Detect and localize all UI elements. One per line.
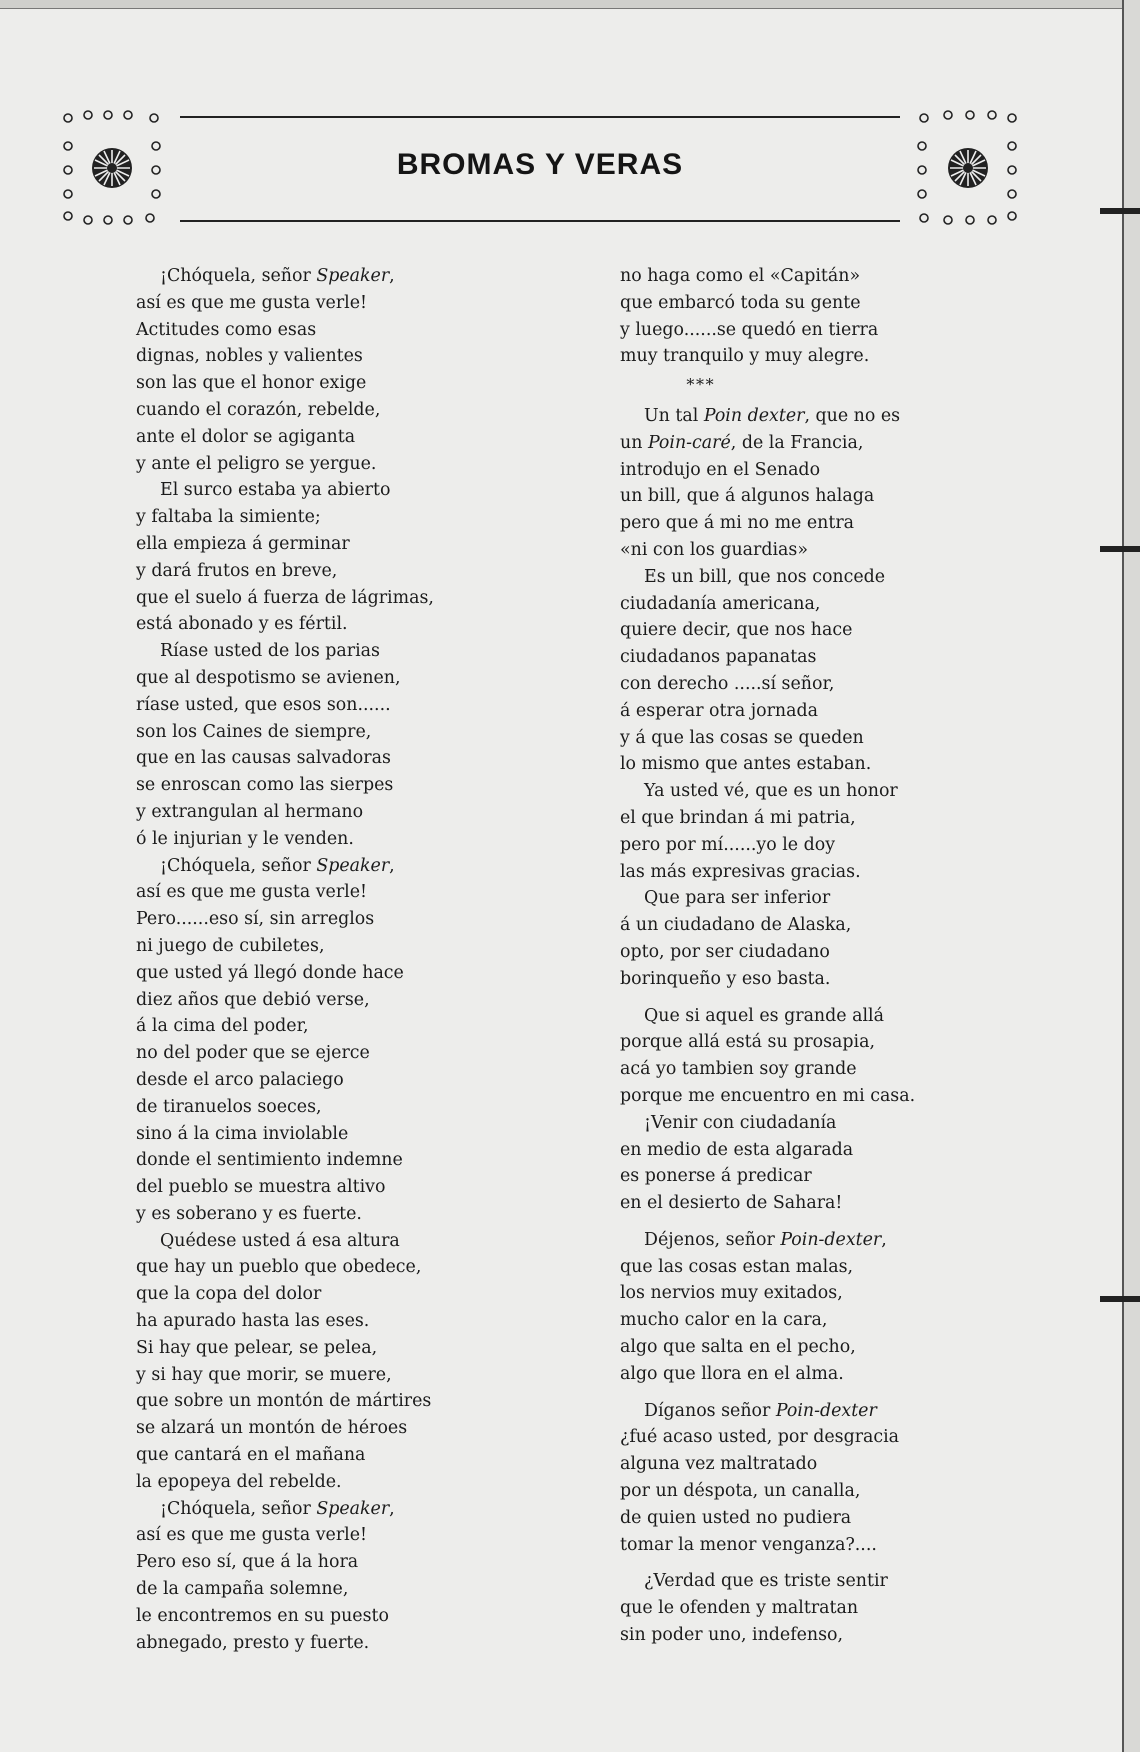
verse-line bbox=[136, 1496, 496, 1523]
verse-text: ¡Chóquela, señor bbox=[160, 266, 317, 286]
verse-line bbox=[136, 879, 496, 906]
verse-line bbox=[620, 430, 1000, 457]
header-rule-bottom bbox=[180, 220, 900, 222]
verse-text: Es un bill, que nos concede bbox=[644, 566, 886, 587]
verse-line bbox=[620, 1307, 1000, 1334]
verse-text: pero por mí......yo le doy bbox=[620, 834, 836, 855]
verse-line bbox=[620, 1478, 1000, 1505]
verse-line bbox=[620, 1190, 1000, 1217]
verse-text-tail: , de la Francia, bbox=[730, 432, 864, 453]
verse-italic-name: Speaker bbox=[316, 266, 390, 286]
verse-line bbox=[136, 906, 496, 933]
verse-line bbox=[620, 564, 1000, 591]
verse-line bbox=[620, 1056, 1000, 1083]
verse-line bbox=[620, 1003, 1000, 1030]
verse-text: en el desierto de Sahara! bbox=[620, 1193, 843, 1214]
verse-text: lo mismo que antes estaban. bbox=[620, 754, 872, 775]
verse-line bbox=[620, 403, 1000, 430]
verse-line bbox=[136, 1442, 496, 1469]
verse-text: Déjenos, señor bbox=[644, 1229, 781, 1250]
verse-italic-name: Poin-caré bbox=[647, 432, 731, 453]
verse-line bbox=[136, 1067, 496, 1094]
verse-text: las más expresivas gracias. bbox=[620, 861, 861, 882]
verse-text: quiere decir, que nos hace bbox=[620, 620, 853, 641]
verse-text: ó le injurian y le venden. bbox=[136, 828, 354, 849]
verse-text: porque me encuentro en mi casa. bbox=[620, 1085, 916, 1106]
verse-line bbox=[136, 1121, 496, 1148]
verse-line bbox=[620, 617, 1000, 644]
verse-line bbox=[136, 1201, 496, 1228]
verse-line bbox=[620, 1424, 1000, 1451]
verse-line bbox=[136, 1174, 496, 1201]
verse-italic-name: Poin dexter bbox=[703, 405, 805, 426]
verse-line bbox=[620, 317, 1000, 344]
verse-text: ciudadanía americana, bbox=[620, 593, 821, 614]
verse-text: la epopeya del rebelde. bbox=[136, 1471, 342, 1492]
verse-line bbox=[620, 966, 1000, 993]
verse-text: y faltaba la simiente; bbox=[136, 507, 321, 528]
verse-text: á la cima del poder, bbox=[136, 1016, 309, 1037]
verse-line bbox=[620, 912, 1000, 939]
verse-line bbox=[620, 1595, 1000, 1622]
verse-line bbox=[620, 644, 1000, 671]
verse-line bbox=[136, 1415, 496, 1442]
verse-line bbox=[620, 1505, 1000, 1532]
verse-text: pero que á mi no me entra bbox=[620, 513, 855, 534]
verse-text: á un ciudadano de Alaska, bbox=[620, 915, 852, 936]
verse-text: que la copa del dolor bbox=[136, 1284, 322, 1305]
verse-text: ciudadanos papanatas bbox=[620, 647, 817, 668]
verse-line bbox=[620, 805, 1000, 832]
verse-line bbox=[136, 1576, 496, 1603]
verse-text: y ante el peligro se yergue. bbox=[136, 453, 377, 474]
verse-text: por un déspota, un canalla, bbox=[620, 1481, 861, 1502]
verse-text: dignas, nobles y valientes bbox=[136, 346, 363, 367]
verse-line bbox=[620, 939, 1000, 966]
verse-line bbox=[136, 772, 496, 799]
verse-line bbox=[620, 832, 1000, 859]
verse-line bbox=[620, 290, 1000, 317]
verse-text: que usted yá llegó donde hace bbox=[136, 962, 404, 983]
verse-line bbox=[136, 397, 496, 424]
verse-line bbox=[136, 692, 496, 719]
verse-text: que embarcó toda su gente bbox=[620, 292, 861, 313]
verse-line bbox=[136, 1630, 496, 1657]
verse-text: Que para ser inferior bbox=[644, 888, 831, 909]
verse-line bbox=[136, 1469, 496, 1496]
verse-line bbox=[620, 859, 1000, 886]
verse-text: Díganos señor bbox=[644, 1400, 776, 1421]
verse-text: algo que llora en el alma. bbox=[620, 1363, 844, 1384]
verse-text: y á que las cosas se queden bbox=[620, 727, 864, 748]
verse-text: el que brindan á mi patria, bbox=[620, 807, 856, 828]
verse-line bbox=[136, 638, 496, 665]
verse-text: un bbox=[620, 432, 648, 453]
verse-text: ¿Verdad que es triste sentir bbox=[644, 1571, 888, 1592]
verse-text-tail: , bbox=[881, 1229, 887, 1250]
verse-text: abnegado, presto y fuerte. bbox=[136, 1632, 370, 1653]
verse-text: que el suelo á fuerza de lágrimas, bbox=[136, 587, 434, 608]
verse-line bbox=[620, 1029, 1000, 1056]
verse-text: no haga como el «Capitán» bbox=[620, 266, 861, 286]
verse-line bbox=[136, 933, 496, 960]
poem-column-left bbox=[136, 263, 496, 1656]
verse-line bbox=[136, 504, 496, 531]
verse-line bbox=[136, 853, 496, 880]
verse-line bbox=[620, 1361, 1000, 1388]
verse-text: Si hay que pelear, se pelea, bbox=[136, 1337, 378, 1358]
verse-text: que sobre un montón de mártires bbox=[136, 1391, 432, 1412]
verse-line bbox=[136, 1147, 496, 1174]
verse-line bbox=[620, 483, 1000, 510]
verse-text: ¡Chóquela, señor bbox=[160, 855, 317, 876]
verse-line bbox=[620, 1568, 1000, 1595]
poem-column-right bbox=[620, 263, 1000, 1649]
verse-text: Pero eso sí, que á la hora bbox=[136, 1552, 359, 1573]
verse-text: donde el sentimiento indemne bbox=[136, 1150, 403, 1171]
verse-text-tail: , bbox=[389, 855, 395, 876]
verse-text: sino á la cima inviolable bbox=[136, 1123, 349, 1144]
verse-text: son los Caines de siempre, bbox=[136, 721, 372, 742]
verse-line bbox=[136, 1040, 496, 1067]
verse-line bbox=[136, 343, 496, 370]
verse-text: ni juego de cubiletes, bbox=[136, 935, 325, 956]
verse-text: acá yo tambien soy grande bbox=[620, 1059, 857, 1080]
verse-line bbox=[136, 799, 496, 826]
verse-text: y es soberano y es fuerte. bbox=[136, 1203, 362, 1224]
verse-line bbox=[620, 263, 1000, 290]
verse-text: El surco estaba ya abierto bbox=[160, 480, 391, 501]
verse-text: así es que me gusta verle! bbox=[136, 1525, 368, 1546]
verse-text-tail: , bbox=[389, 266, 395, 286]
verse-line bbox=[620, 751, 1000, 778]
verse-text: y dará frutos en breve, bbox=[136, 560, 338, 581]
verse-text: cuando el corazón, rebelde, bbox=[136, 399, 381, 420]
verse-line bbox=[620, 1083, 1000, 1110]
verse-line bbox=[620, 1532, 1000, 1559]
verse-line bbox=[136, 317, 496, 344]
verse-line bbox=[620, 591, 1000, 618]
verse-line bbox=[136, 960, 496, 987]
verse-text: Un tal bbox=[644, 405, 704, 426]
header-rule-top bbox=[180, 116, 900, 118]
verse-text: ¡Chóquela, señor bbox=[160, 1498, 317, 1519]
verse-line bbox=[136, 1228, 496, 1255]
verse-line bbox=[620, 1334, 1000, 1361]
verse-text: con derecho .....sí señor, bbox=[620, 673, 835, 694]
section-header bbox=[60, 108, 1020, 238]
verse-text: se alzará un montón de héroes bbox=[136, 1418, 408, 1439]
verse-text: ante el dolor se agiganta bbox=[136, 426, 356, 447]
verse-line bbox=[620, 1622, 1000, 1649]
verse-line bbox=[136, 719, 496, 746]
top-edge bbox=[0, 0, 1140, 9]
verse-line bbox=[136, 1549, 496, 1576]
verse-italic-name: Poin-dexter bbox=[775, 1400, 877, 1421]
verse-line bbox=[136, 1362, 496, 1389]
page-title: BROMAS Y VERAS bbox=[396, 148, 684, 181]
verse-line bbox=[620, 1398, 1000, 1425]
verse-line bbox=[620, 1254, 1000, 1281]
verse-text: ha apurado hasta las eses. bbox=[136, 1311, 370, 1332]
verse-line bbox=[136, 745, 496, 772]
verse-line bbox=[620, 1110, 1000, 1137]
verse-text: se enroscan como las sierpes bbox=[136, 775, 394, 796]
verse-line bbox=[620, 725, 1000, 752]
verse-text: porque allá está su prosapia, bbox=[620, 1032, 876, 1053]
verse-text-tail: , bbox=[389, 1498, 395, 1519]
verse-text: «ni con los guardias» bbox=[620, 539, 808, 560]
verse-text: que le ofenden y maltratan bbox=[620, 1598, 859, 1619]
verse-line bbox=[136, 826, 496, 853]
verse-line bbox=[136, 1281, 496, 1308]
verse-line bbox=[136, 558, 496, 585]
verse-line bbox=[136, 1254, 496, 1281]
section-separator-asterism: * * * bbox=[686, 375, 714, 395]
verse-line bbox=[620, 671, 1000, 698]
verse-italic-name: Poin-dexter bbox=[780, 1229, 882, 1250]
verse-text: Actitudes como esas bbox=[136, 319, 317, 340]
verse-line bbox=[136, 585, 496, 612]
verse-italic-name: Speaker bbox=[316, 855, 390, 876]
verse-text: ¡Venir con ciudadanía bbox=[644, 1112, 837, 1133]
verse-text: que cantará en el mañana bbox=[136, 1445, 366, 1466]
verse-text: introdujo en el Senado bbox=[620, 459, 821, 480]
binding-mark bbox=[1100, 208, 1140, 214]
verse-line bbox=[620, 1280, 1000, 1307]
verse-line bbox=[136, 477, 496, 504]
verse-text: así es que me gusta verle! bbox=[136, 882, 368, 903]
verse-line bbox=[620, 1163, 1000, 1190]
verse-text: á esperar otra jornada bbox=[620, 700, 818, 721]
binding-mark bbox=[1100, 1296, 1140, 1302]
verse-text: opto, por ser ciudadano bbox=[620, 941, 830, 962]
verse-text: borinqueño y eso basta. bbox=[620, 968, 831, 989]
verse-text: no del poder que se ejerce bbox=[136, 1043, 370, 1064]
verse-text: y luego......se quedó en tierra bbox=[620, 319, 879, 340]
verse-line bbox=[136, 370, 496, 397]
verse-line bbox=[620, 457, 1000, 484]
verse-text: sin poder uno, indefenso, bbox=[620, 1625, 844, 1646]
verse-text: que hay un pueblo que obedece, bbox=[136, 1257, 422, 1278]
verse-text-tail: , que no es bbox=[804, 405, 901, 426]
verse-line bbox=[136, 665, 496, 692]
verse-line bbox=[136, 611, 496, 638]
verse-line bbox=[136, 1013, 496, 1040]
verse-text: ¿fué acaso usted, por desgracia bbox=[620, 1427, 900, 1448]
verse-line bbox=[136, 1388, 496, 1415]
verse-line bbox=[136, 424, 496, 451]
verse-text: ella empieza á germinar bbox=[136, 533, 350, 554]
verse-text: tomar la menor venganza?.... bbox=[620, 1534, 877, 1555]
verse-line bbox=[136, 1522, 496, 1549]
verse-line bbox=[136, 987, 496, 1014]
verse-line bbox=[136, 1603, 496, 1630]
verse-line bbox=[620, 537, 1000, 564]
verse-line bbox=[136, 531, 496, 558]
verse-text: que en las causas salvadoras bbox=[136, 748, 391, 769]
verse-text: muy tranquilo y muy alegre. bbox=[620, 346, 870, 367]
verse-text: algo que salta en el pecho, bbox=[620, 1337, 856, 1358]
verse-text: Pero......eso sí, sin arreglos bbox=[136, 909, 375, 930]
verse-text: que las cosas estan malas, bbox=[620, 1256, 854, 1277]
verse-text: del pueblo se muestra altivo bbox=[136, 1177, 386, 1198]
verse-line bbox=[136, 1094, 496, 1121]
verse-text: Quédese usted á esa altura bbox=[160, 1230, 400, 1251]
verse-line bbox=[620, 1137, 1000, 1164]
verse-text: le encontremos en su puesto bbox=[136, 1605, 389, 1626]
verse-text: un bill, que á algunos halaga bbox=[620, 486, 875, 507]
verse-text: de la campaña solemne, bbox=[136, 1579, 349, 1600]
verse-text: es ponerse á predicar bbox=[620, 1166, 812, 1187]
verse-text: diez años que debió verse, bbox=[136, 989, 370, 1010]
verse-text: los nervios muy exitados, bbox=[620, 1283, 843, 1304]
verse-line bbox=[136, 1335, 496, 1362]
verse-text: y extrangulan al hermano bbox=[136, 801, 364, 822]
verse-text: está abonado y es fértil. bbox=[136, 614, 348, 635]
verse-text: mucho calor en la cara, bbox=[620, 1310, 828, 1331]
verse-line bbox=[620, 698, 1000, 725]
verse-line bbox=[620, 778, 1000, 805]
verse-text: y si hay que morir, se muere, bbox=[136, 1364, 392, 1385]
verse-line bbox=[136, 263, 496, 290]
verse-text: ríase usted, que esos son...... bbox=[136, 694, 391, 715]
binding-mark bbox=[1100, 546, 1140, 552]
verse-text: que al despotismo se avienen, bbox=[136, 667, 401, 688]
verse-text: alguna vez maltratado bbox=[620, 1454, 818, 1475]
verse-line bbox=[620, 510, 1000, 537]
verse-text: desde el arco palaciego bbox=[136, 1069, 344, 1090]
verse-italic-name: Speaker bbox=[316, 1498, 390, 1519]
verse-line bbox=[136, 1308, 496, 1335]
verse-line bbox=[620, 885, 1000, 912]
verse-text: en medio de esta algarada bbox=[620, 1139, 854, 1160]
verse-text: Que si aquel es grande allá bbox=[644, 1005, 884, 1026]
verse-text: Ya usted vé, que es un honor bbox=[644, 781, 898, 802]
verse-text: así es que me gusta verle! bbox=[136, 292, 368, 313]
verse-line bbox=[136, 290, 496, 317]
verse-line bbox=[620, 343, 1000, 370]
verse-text: Ríase usted de los parias bbox=[160, 641, 380, 662]
verse-line bbox=[136, 451, 496, 478]
verse-text: de quien usted no pudiera bbox=[620, 1507, 852, 1528]
verse-line bbox=[620, 1227, 1000, 1254]
verse-text: de tiranuelos soeces, bbox=[136, 1096, 322, 1117]
verse-line bbox=[620, 1451, 1000, 1478]
page-edge bbox=[1122, 0, 1140, 1752]
verse-text: son las que el honor exige bbox=[136, 373, 367, 394]
